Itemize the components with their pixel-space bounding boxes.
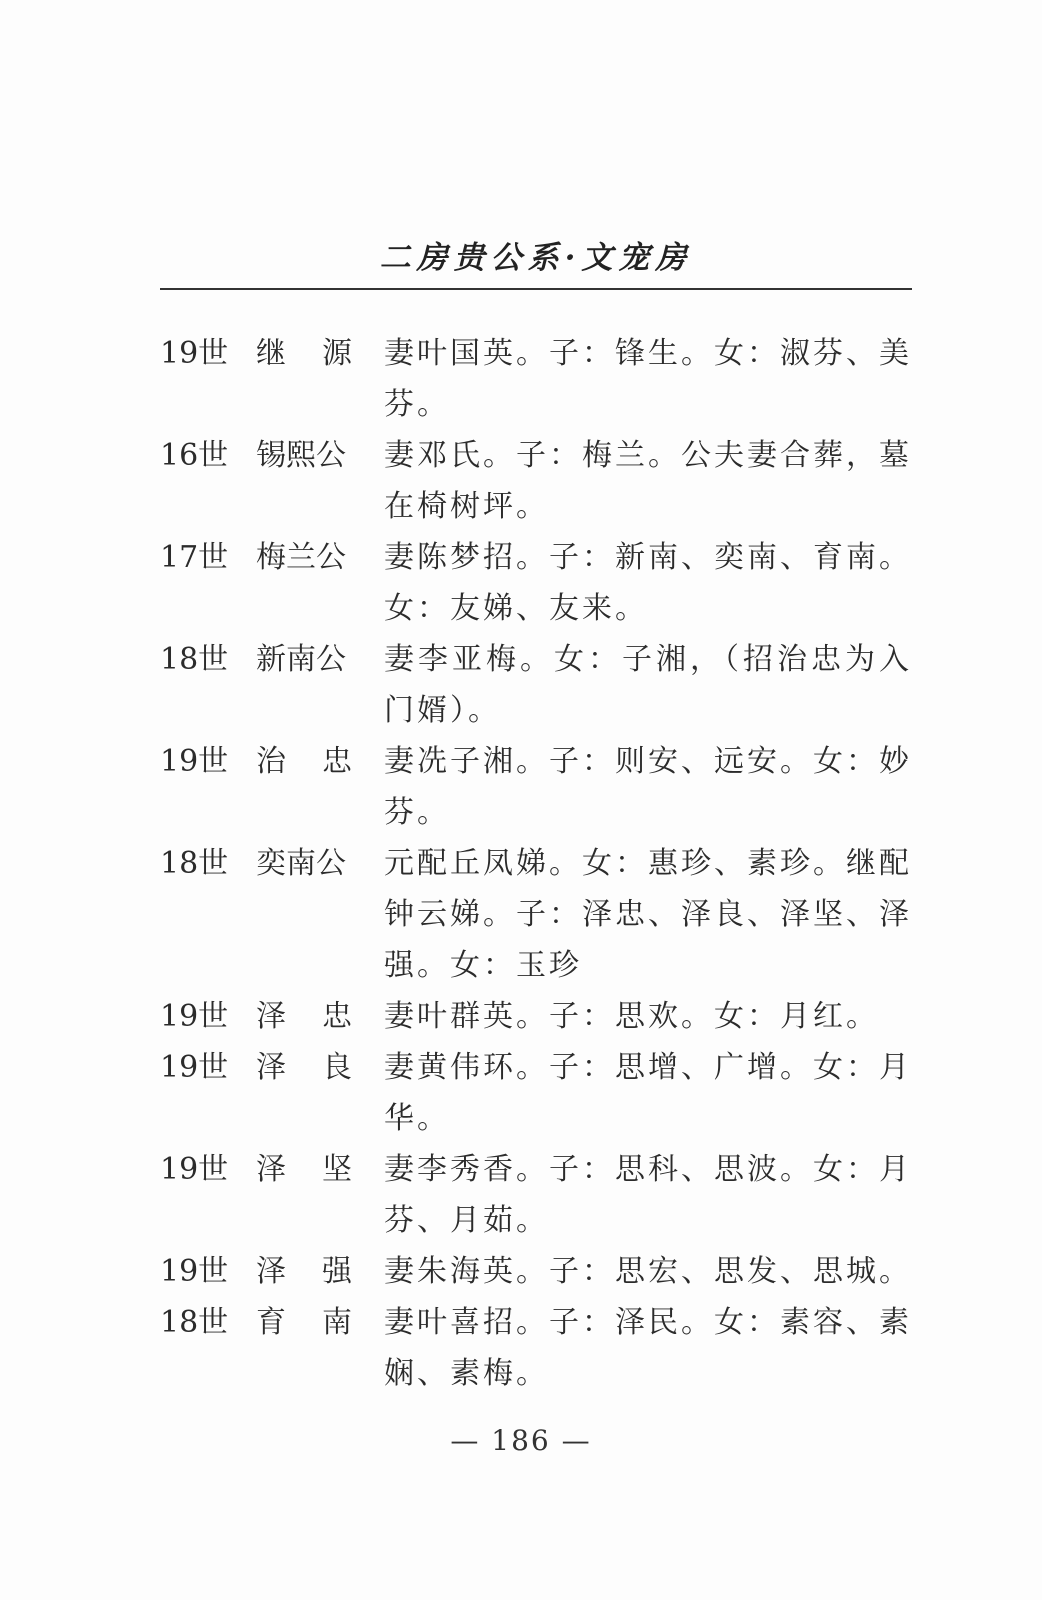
entry-name: 泽 坚 (256, 1152, 352, 1187)
page-number: — 186 — (450, 1424, 592, 1457)
running-header-title: 二房贵公系·文宠房 (379, 240, 693, 276)
genealogy-entry (160, 430, 912, 532)
genealogy-entry (160, 328, 912, 430)
entry-name: 新南公 (256, 642, 346, 677)
entry-description: 妻叶喜招。子：泽民。女：素容、素娴、素梅。 (384, 1305, 912, 1391)
entry-description: 妻邓氏。子：梅兰。公夫妻合葬，墓在椅树坪。 (384, 438, 912, 524)
entry-description: 妻朱海英。子：思宏、思发、思城。 (384, 1254, 912, 1289)
genealogy-entry (160, 1297, 912, 1399)
entry-generation: 19世 (160, 744, 229, 779)
genealogy-entry (160, 634, 912, 736)
entry-description: 妻陈梦招。子：新南、奕南、育南。女：友娣、友来。 (384, 540, 912, 626)
entry-generation: 19世 (160, 336, 229, 371)
entry-name: 泽 忠 (256, 999, 352, 1034)
entry-description: 妻李秀香。子：思科、思波。女：月芬、月茹。 (384, 1152, 912, 1238)
entry-generation: 18世 (160, 846, 229, 881)
entry-description: 元配丘凤娣。女：惠珍、素珍。继配钟云娣。子：泽忠、泽良、泽坚、泽强。女：玉珍 (384, 846, 912, 983)
entry-name: 奕南公 (256, 846, 346, 881)
entry-generation: 16世 (160, 438, 229, 473)
entry-name: 锡熙公 (256, 438, 346, 473)
entry-name: 泽 良 (256, 1050, 352, 1085)
entry-description: 妻叶国英。子：锋生。女：淑芬、美芬。 (384, 336, 912, 422)
genealogy-entry (160, 1144, 912, 1246)
entry-generation: 19世 (160, 1050, 229, 1085)
entry-generation: 18世 (160, 1305, 229, 1340)
entry-name: 泽 强 (256, 1254, 352, 1289)
entry-description: 妻叶群英。子：思欢。女：月红。 (384, 999, 879, 1034)
header-divider (160, 288, 912, 290)
entry-name: 治 忠 (256, 744, 352, 779)
entry-name: 继 源 (256, 336, 352, 371)
entry-generation: 18世 (160, 642, 229, 677)
entry-description: 妻冼子湘。子：则安、远安。女：妙芬。 (384, 744, 912, 830)
entry-generation: 19世 (160, 999, 229, 1034)
entry-name: 育 南 (256, 1305, 352, 1340)
genealogy-entry (160, 991, 912, 1042)
genealogy-entry (160, 1042, 912, 1144)
entry-name: 梅兰公 (256, 540, 346, 575)
entry-generation: 19世 (160, 1152, 229, 1187)
entry-description: 妻黄伟环。子：思增、广增。女：月华。 (384, 1050, 912, 1136)
genealogy-entry (160, 532, 912, 634)
genealogy-entry (160, 838, 912, 991)
entry-generation: 19世 (160, 1254, 229, 1289)
genealogy-entry (160, 1246, 912, 1297)
genealogy-entry (160, 736, 912, 838)
entry-generation: 17世 (160, 540, 229, 575)
genealogy-entry-list (160, 328, 912, 1399)
entry-description: 妻李亚梅。女：子湘，（招治忠为入门婿）。 (384, 642, 912, 728)
